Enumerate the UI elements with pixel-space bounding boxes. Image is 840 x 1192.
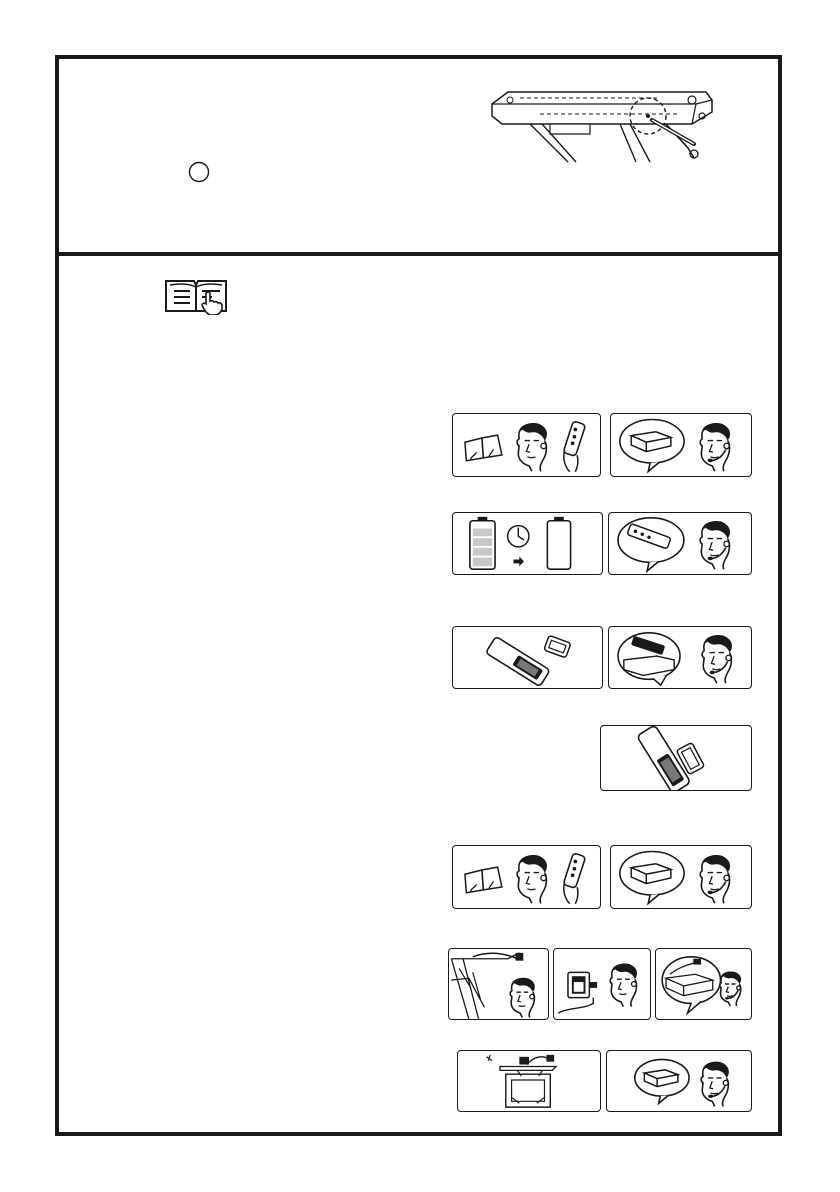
contact-dealer-remote-panel: [608, 512, 752, 575]
contact-dealer-remote-box-panel: [608, 626, 752, 689]
read-manual-remote-panel: [452, 413, 601, 477]
check-power-outlet-panel: [553, 948, 651, 1020]
section-divider: [55, 252, 782, 256]
contact-dealer-cable-panel: [655, 948, 752, 1020]
check-frame-wiring-panel: [457, 1050, 601, 1112]
battery-charge-timer-panel: [452, 512, 603, 575]
contact-dealer-control-box-panel-3: [606, 1050, 752, 1112]
replace-remote-battery-panel-2: [600, 725, 752, 791]
replace-remote-battery-panel: [452, 626, 603, 689]
contact-dealer-control-box-panel-2: [610, 845, 752, 909]
check-cable-connection-panel: [448, 948, 549, 1020]
desk-frame-reset-illustration: [480, 78, 720, 164]
read-manual-remote-panel-2: [452, 845, 601, 909]
contact-dealer-control-box-panel: [610, 413, 752, 477]
open-manual-icon: [162, 275, 230, 315]
step-marker-circle-icon: [188, 161, 210, 183]
